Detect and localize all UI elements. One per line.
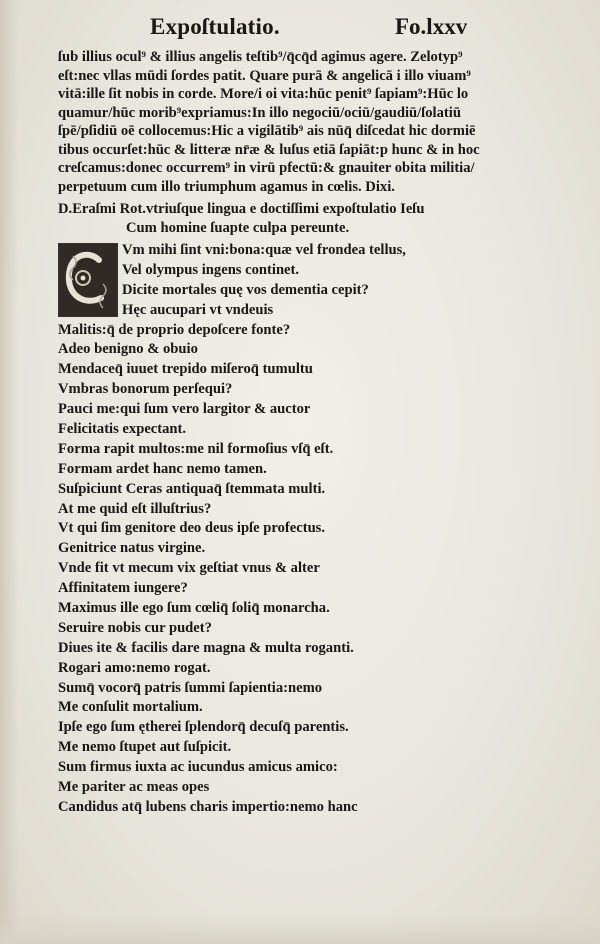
page-bottom-shadow <box>0 914 600 944</box>
poem-line: Pauci me:qui ſum vero largitor & auctor <box>58 401 311 418</box>
poem-line: At me quid eſt illuſtrius? <box>58 500 212 517</box>
prose-line: quamur/hūc morib⁹expriamus:In illo negociū/ociū/gaudiū/ſolatiū <box>58 104 461 121</box>
poem-line: Vel olympus ingens continet. <box>122 261 300 278</box>
poem-line: Vmbras bonorum perſequi? <box>58 381 233 398</box>
running-head <box>150 14 510 42</box>
poem-line: Me conſulit mortalium. <box>58 699 203 716</box>
poem-line: Vt qui ſim genitore deo deus ipſe profectus. <box>58 520 326 537</box>
poem-line: Mendaceq̄ iuuet trepido miſeroq̄ tumultu <box>58 361 313 378</box>
folio-number: Fo.lxxv <box>395 14 468 39</box>
poem-line: Diues ite & facilis dare magna & multa roganti. <box>58 639 354 656</box>
running-title: Expoſtulatio. <box>150 14 280 39</box>
poem-line: Seruire nobis cur pudet? <box>58 619 212 636</box>
poem-line: Adeo benigno & obuio <box>58 341 198 358</box>
prose-line: eſt:nec vllas mūdi ſordes patit. Quare purā & angelicā i illo viuam⁹ <box>58 67 471 84</box>
poem-line: Formam ardet hanc nemo tamen. <box>58 460 267 477</box>
prose-line: tibus occurſet:hūc & litteræ nr̄æ & luſus etiā ſapiāt:p hunc & in hoc <box>58 141 480 158</box>
poem-subtitle-line: Cum homine ſuapte culpa pereunte. <box>126 219 350 236</box>
page-edge-shadow <box>0 0 18 944</box>
poem-line: Suſpiciunt Ceras antiquaq̄ ſtemmata multi. <box>58 480 326 497</box>
poem-body <box>58 241 528 818</box>
poem-line: Malitis:q̄ de proprio depoſcere fonte? <box>58 321 291 338</box>
poem-line: Forma rapit multos:me nil formoſius vſq̄ eſt. <box>58 440 334 457</box>
poem-line: Felicitatis expectant. <box>58 421 187 438</box>
prose-line: ſub illius ocul⁹ & illius angelis teſtib⁹/q̄cq̄d agimus agere. Zelotyp⁹ <box>58 49 463 65</box>
decorated-initial-c-icon <box>58 243 118 317</box>
text-block <box>58 48 528 818</box>
poem-line: Candidus atq̄ lubens charis impertio:nemo hanc <box>58 798 358 815</box>
poem-line: Genitrice natus virgine. <box>58 540 206 557</box>
poem-line: Maximus ille ego ſum cœliq̄ ſoliq̄ monarcha. <box>58 600 330 617</box>
poem-line: Dicite mortales quę vos dementia cepit? <box>122 281 369 298</box>
poem-line: Me nemo ſtupet aut ſuſpicit. <box>58 739 232 756</box>
prose-line: ſpē/pſidiū oē collocemus:Hic a vigilātib⁹ ais nūq̄ diſcedat hic dormiē <box>58 123 476 139</box>
poem-title <box>58 200 528 237</box>
poem-line: Hęc aucupari vt vndeuis <box>122 301 274 318</box>
poem-line: Vm mihi ſint vni:bona:quæ vel frondea tellus, <box>122 242 406 258</box>
poem-title-line: D.Eraſmi Rot.vtriuſque lingua e doctiſſimi expoſtulatio Ieſu <box>58 201 425 217</box>
poem-line: Sum firmus iuxta ac iucundus amicus amico: <box>58 759 338 776</box>
poem-line: Affinitatem iungere? <box>58 580 188 597</box>
prose-line: perpetuum cum illo triumphum agamus in cœlis. Dixi. <box>58 178 395 195</box>
prose-paragraph <box>58 48 528 196</box>
poem-line: Sumq̄ vocorq̄ patris ſummi ſapientia:nemo <box>58 679 323 696</box>
poem-line: Rogari amo:nemo rogat. <box>58 659 211 676</box>
prose-line: vitā:ille ſit nobis in corde. More/i oi vita:hūc penit⁹ ſapiam⁹:Hūc lo <box>58 86 469 102</box>
poem-line: Me pariter ac meas opes <box>58 779 210 796</box>
poem-line: Vnde fit vt mecum vix geſtiat vnus & alter <box>58 560 320 577</box>
prose-line: creſcamus:donec occurrem⁹ in virū pfectū:& gnauiter obita militia/ <box>58 160 475 176</box>
poem-line: Ipſe ego ſum ętherei ſplendorq̄ decuſq̄ parentis. <box>58 719 349 736</box>
